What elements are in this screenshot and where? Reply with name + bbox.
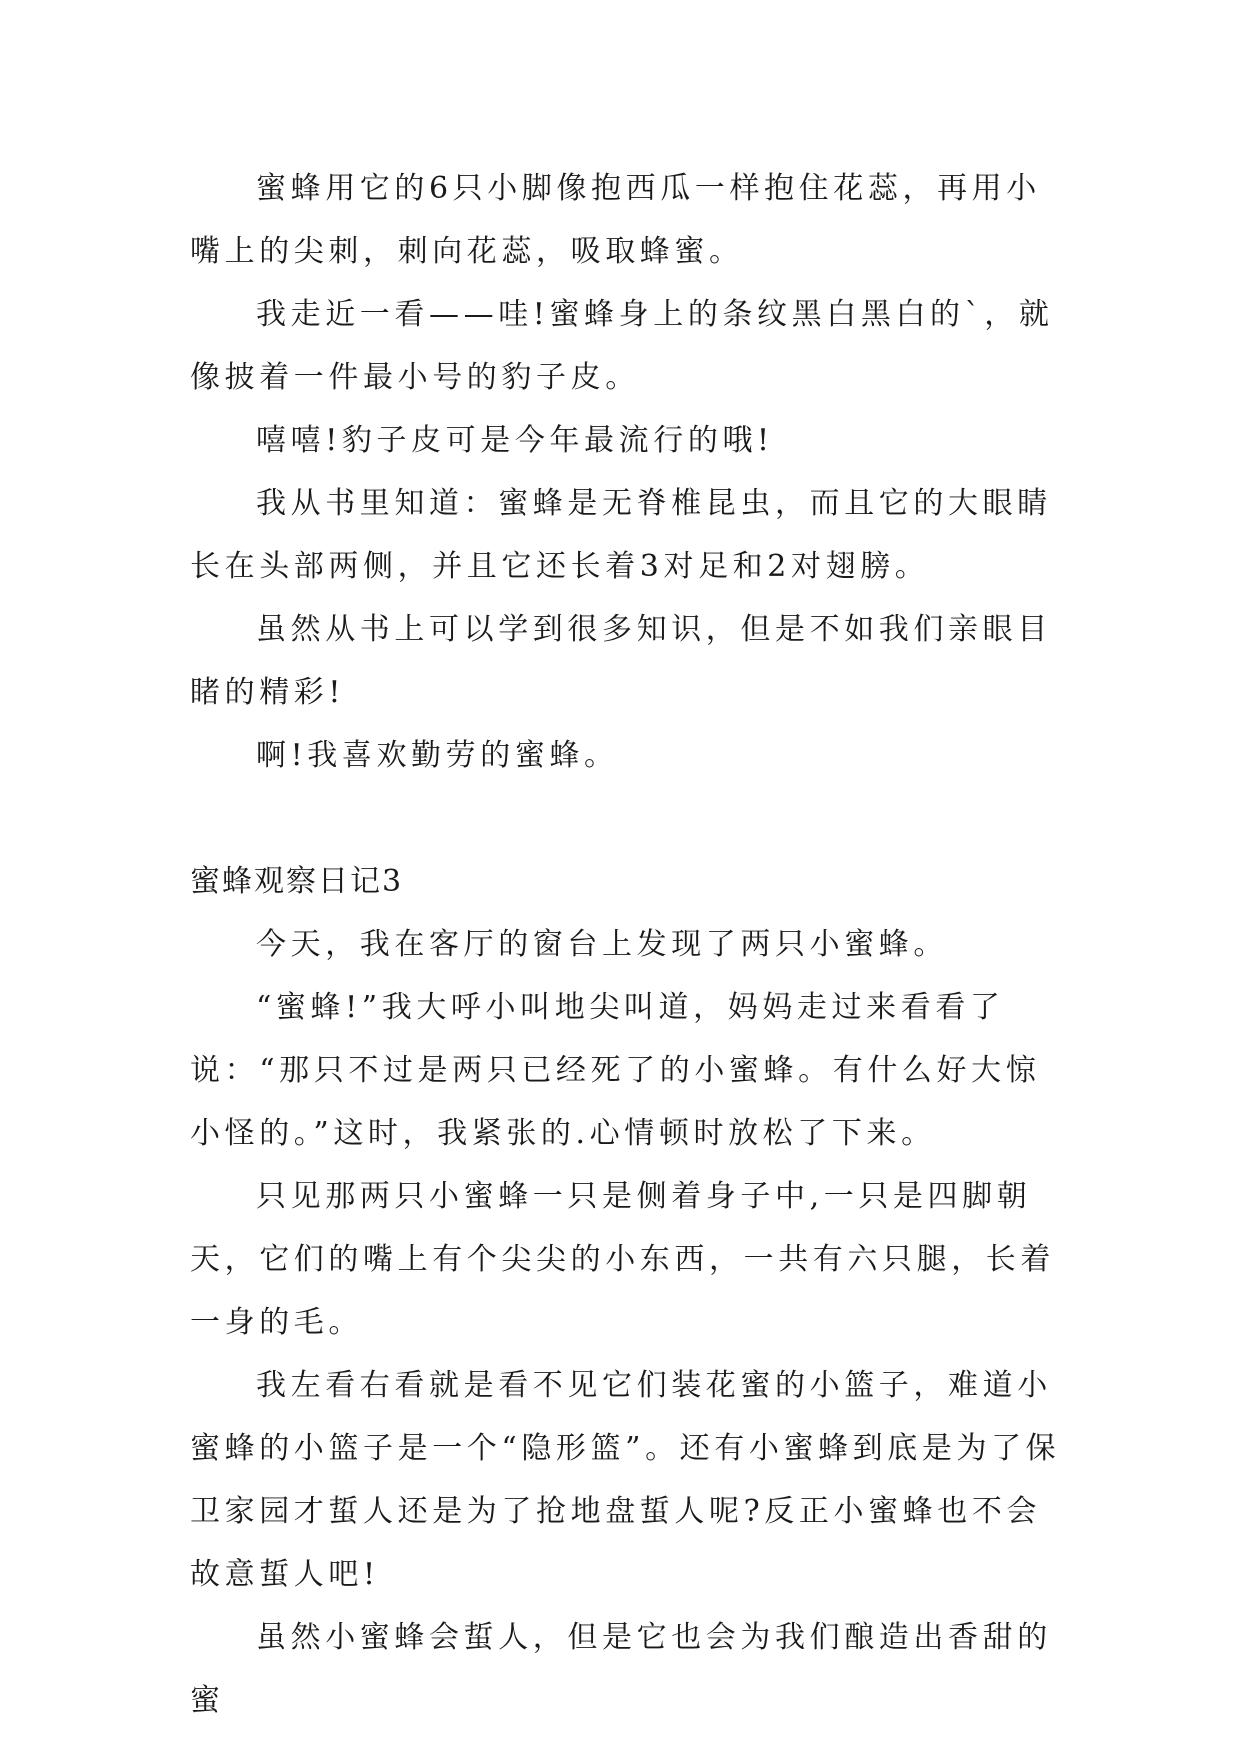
paragraph-book-knowledge: 我从书里知道：蜜蜂是无脊椎昆虫，而且它的大眼睛长在头部两侧，并且它还长着3对足和2对翅膀。 bbox=[190, 486, 1052, 584]
paragraph-honey: 虽然小蜜蜂会蜇人，但是它也会为我们酿造出香甜的蜜 bbox=[190, 1620, 1052, 1718]
diary-title: 蜜蜂观察日记3 bbox=[190, 864, 404, 899]
paragraph-fashion: 嘻嘻!豹子皮可是今年最流行的哦! bbox=[256, 423, 774, 458]
paragraph-bee-description: 只见那两只小蜜蜂一只是侧着身子中,一只是四脚朝天，它们的嘴上有个尖尖的小东西，一共有六只腿，长着一身的毛。 bbox=[190, 1179, 1055, 1340]
paragraph-windowsill: 今天，我在客厅的窗台上发现了两只小蜜蜂。 bbox=[256, 927, 948, 962]
paragraph-bee-feet: 蜜蜂用它的6只小脚像抱西瓜一样抱住花蕊，再用小嘴上的尖刺，刺向花蕊，吸取蜂蜜。 bbox=[190, 171, 1041, 269]
paragraph-invisible-basket: 我左看右看就是看不见它们装花蜜的小篮子，难道小蜜蜂的小篮子是一个“隐形篮”。还有小蜜蜂到底是为了保卫家园才蜇人还是为了抢地盘蜇人呢?反正小蜜蜂也不会故意蜇人吧! bbox=[190, 1368, 1061, 1592]
paragraph-mom-says: “蜜蜂!”我大呼小叫地尖叫道，妈妈走过来看看了说：“那只不过是两只已经死了的小蜜蜂。有什么好大惊小怪的。”这时，我紧张的.心情顿时放松了下来。 bbox=[190, 990, 1041, 1151]
paragraph-leopard-skin: 我走近一看——哇!蜜蜂身上的条纹黑白黑白的`，就像披着一件最小号的豹子皮。 bbox=[190, 297, 1054, 395]
paragraph-love-bees: 啊!我喜欢勤劳的蜜蜂。 bbox=[256, 738, 619, 773]
paragraph-see-with-eyes: 虽然从书上可以学到很多知识，但是不如我们亲眼目睹的精彩! bbox=[190, 612, 1052, 710]
